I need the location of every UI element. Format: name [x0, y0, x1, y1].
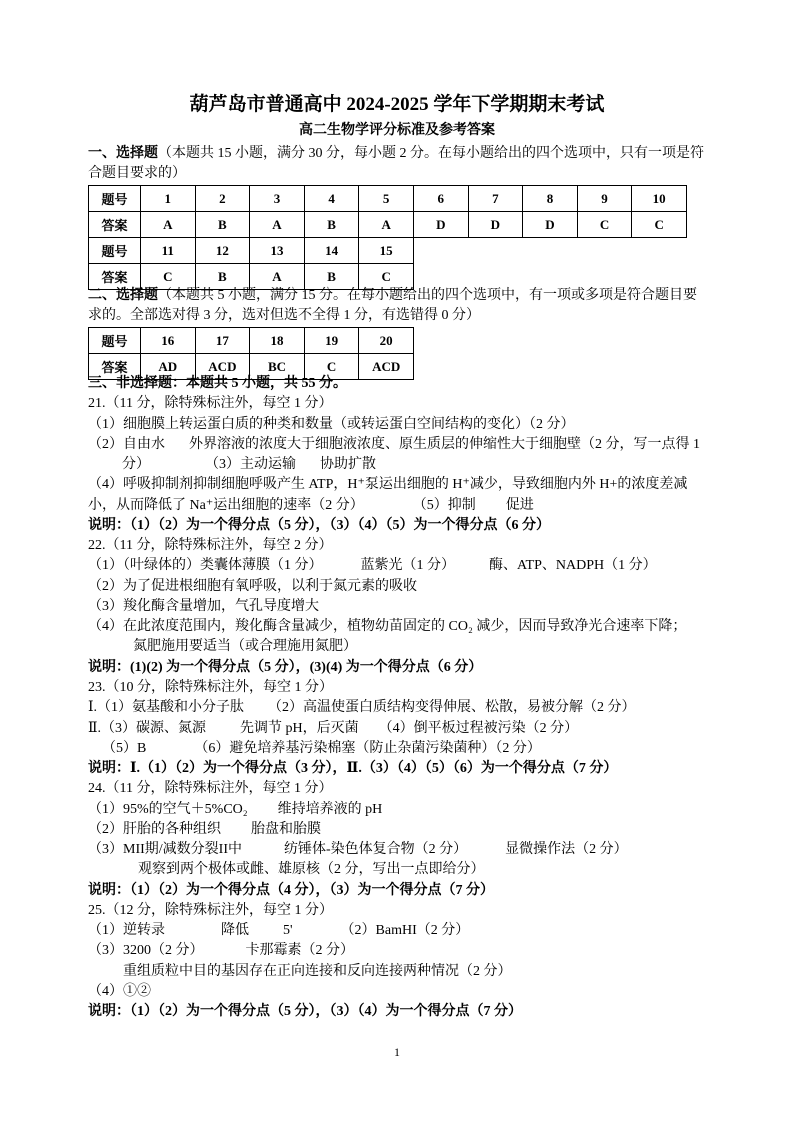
answer-cell: D: [523, 212, 578, 238]
answer-text: Ⅰ.（1）氨基酸和小分子肽: [88, 700, 245, 716]
answer-cell: C: [304, 354, 359, 380]
question-24-answer-2: [88, 820, 704, 840]
question-number-cell: 19: [304, 328, 359, 354]
section-1-intro: [88, 144, 704, 184]
answer-cell: ACD: [195, 354, 250, 380]
question-number-label: 题号: [89, 238, 141, 264]
question-25-header: 25.（12 分，除特殊标注外，每空 1 分）: [88, 902, 333, 918]
question-24-header: 24.（11 分，除特殊标注外，每空 1 分）: [88, 781, 333, 797]
answer-cell: A: [250, 212, 305, 238]
section-3: [88, 374, 704, 1023]
answer-cell: A: [250, 264, 305, 290]
answer-text: （2）肝胎的各种组织: [88, 821, 221, 837]
question-number-row: [89, 186, 687, 212]
question-22-scoring-note: 说明：(1)(2) 为一个得分点（5 分），(3)(4) 为一个得分点（6 分）: [88, 659, 483, 675]
answer-text: （3）主动运输: [212, 457, 296, 473]
answer-text: （1）逆转录: [88, 923, 165, 939]
answer-text: （3）MII期/减数分裂II中: [88, 842, 242, 858]
question-25-answer-4: （4）①②: [88, 983, 151, 999]
question-number-row: [89, 238, 687, 264]
question-25-answer-1-2: [88, 921, 704, 941]
single-choice-answer-table: [88, 185, 687, 290]
question-number-cell: 1: [141, 186, 196, 212]
question-25-answer-3: [88, 941, 704, 961]
answer-cell: AD: [141, 354, 196, 380]
section-2-description: （本题共 5 小题，满分 15 分。在每小题给出的四个选项中，有一项或多项是符合题目要求的。全部选对得 3 分，选对但选不全得 1 分，有选错得 0 分）: [88, 288, 697, 323]
question-number-label: 题号: [89, 186, 141, 212]
question-number-cell: 9: [577, 186, 632, 212]
answer-text: （1）95%的空气＋5%CO₂: [88, 801, 248, 817]
question-number-cell: 5: [359, 186, 414, 212]
question-22-answer-4-second-blank: 氮肥施用要适当（或合理施用氮肥）: [133, 639, 357, 655]
question-23-part-1: [88, 698, 704, 718]
question-number-label: 题号: [89, 328, 141, 354]
answer-cell: C: [141, 264, 196, 290]
section-1-description: （本题共 15 小题，满分 30 分，每小题 2 分。在每小题给出的四个选项中，只有一项是符合题目要求的）: [88, 146, 704, 181]
answer-text: 5': [283, 923, 293, 939]
answer-cell: C: [632, 212, 687, 238]
section-1-heading: 一、选择题: [88, 146, 158, 161]
answer-cell: A: [141, 212, 196, 238]
answer-cell: B: [195, 264, 250, 290]
answer-text: 维持培养液的 pH: [277, 801, 383, 817]
answer-text: 协助扩散: [320, 457, 376, 473]
answer-text: （5）B: [102, 740, 147, 756]
question-number-cell: 11: [141, 238, 196, 264]
answer-text: 降低: [221, 923, 249, 939]
answer-label: 答案: [89, 354, 141, 380]
question-23-part-2-continued: [88, 739, 704, 759]
question-21-answer-4-5: [88, 475, 704, 516]
answer-text: 卡那霉素（2 分）: [245, 943, 354, 959]
answer-label: 答案: [89, 212, 141, 238]
question-number-cell: 13: [250, 238, 305, 264]
question-24-answer-3: [88, 840, 704, 860]
question-25-scoring-note: 说明：（1）（2）为一个得分点（5 分），（3）（4）为一个得分点（7 分）: [88, 1004, 522, 1020]
question-number-cell: 16: [141, 328, 196, 354]
answer-text: 先调节 pH，后灭菌: [240, 720, 359, 736]
answer-cell: D: [468, 212, 523, 238]
answer-text: （2）BamHI（2 分）: [340, 923, 470, 939]
answer-text: Ⅱ.（3）碳源、氮源: [88, 720, 207, 736]
answer-text: （2）自由水: [88, 436, 165, 452]
answer-cell: C: [577, 212, 632, 238]
question-21-answer-2-3: [88, 435, 704, 476]
question-21-answer-1: （1）细胞膜上转运蛋白质的种类和数量（或转运蛋白空间结构的变化）（2 分）: [88, 416, 575, 432]
answer-text: （2）高温使蛋白质结构变得伸展、松散，易被分解（2 分）: [268, 700, 636, 716]
document-subtitle: 高二生物学评分标准及参考答案: [299, 123, 495, 138]
section-2-heading: 二、选择题: [88, 288, 158, 303]
question-number-cell: 12: [195, 238, 250, 264]
section-3-heading: 三、非选择题：本题共 5 小题，共 55 分。: [88, 376, 347, 391]
answer-text: （4）呼吸抑制剂抑制细胞呼吸产生 ATP，H⁺泵运出细胞的 H⁺减少，导致细胞内外 H+的浓度差减小，从而降低了 Na⁺运出细胞的速率（2 分）: [88, 477, 688, 513]
question-number-cell: 4: [304, 186, 359, 212]
question-22-answer-1: [88, 556, 704, 576]
page-number: 1: [394, 1045, 400, 1059]
question-21-scoring-note: 说明：（1）（2）为一个得分点（5 分），（3）（4）（5）为一个得分点（6 分）: [88, 517, 550, 533]
question-number-cell: 3: [250, 186, 305, 212]
answer-cell: C: [359, 264, 414, 290]
question-number-cell: 6: [413, 186, 468, 212]
question-24-answer-3-continued: 观察到两个极体或雌、雄原核（2 分，写出一点即给分）: [138, 862, 485, 878]
question-21-header: 21.（11 分，除特殊标注外，每空 1 分）: [88, 396, 333, 412]
question-22-answer-2: （2）为了促进根细胞有氧呼吸，以利于氮元素的吸收: [88, 578, 417, 594]
question-number-cell: 17: [195, 328, 250, 354]
question-number-cell: 14: [304, 238, 359, 264]
question-23-scoring-note: 说明：Ⅰ.（1）（2）为一个得分点（3 分），Ⅱ.（3）（4）（5）（6）为一个得分点（7 分）: [88, 761, 618, 777]
answer-text: （4）倒平板过程被污染（2 分）: [378, 720, 579, 736]
question-number-cell: 10: [632, 186, 687, 212]
answer-text: （5）抑制: [419, 497, 476, 513]
question-22-header: 22.（11 分，除特殊标注外，每空 2 分）: [88, 538, 333, 554]
answer-text: 酶、ATP、NADPH（1 分）: [489, 558, 657, 574]
answer-cell: B: [304, 264, 359, 290]
section-2-intro: [88, 286, 704, 326]
question-number-cell: 15: [359, 238, 414, 264]
answer-text: 胎盘和胎膜: [251, 821, 321, 837]
question-23-part-2: [88, 719, 704, 739]
question-23-header: 23.（10 分，除特殊标注外，每空 1 分）: [88, 679, 333, 695]
question-24-answer-1: [88, 800, 704, 820]
question-number-cell: 20: [359, 328, 414, 354]
answer-row: [89, 212, 687, 238]
answer-text: （6）避免培养基污染棉塞（防止杂菌污染菌种）（2 分）: [194, 740, 541, 756]
document-title: 葫芦岛市普通高中 2024-2025 学年下学期期末考试: [189, 94, 605, 115]
answer-text: （3）3200（2 分）: [88, 943, 204, 959]
answer-label: 答案: [89, 264, 141, 290]
answer-text: 促进: [505, 497, 534, 513]
question-22-answer-3: （3）羧化酶含量增加，气孔导度增大: [88, 598, 319, 614]
answer-text: 显微操作法（2 分）: [505, 842, 628, 858]
answer-text: 蓝紫光（1 分）: [360, 558, 455, 574]
answer-text: （1）（叶绿体的）类囊体薄膜（1 分）: [88, 558, 323, 574]
answer-cell: BC: [250, 354, 305, 380]
answer-text: 纺锤体-染色体复合物（2 分）: [284, 842, 468, 858]
question-24-scoring-note: 说明：（1）（2）为一个得分点（4 分），（3）为一个得分点（7 分）: [88, 882, 494, 898]
answer-cell: B: [304, 212, 359, 238]
answer-cell: B: [195, 212, 250, 238]
question-number-cell: 7: [468, 186, 523, 212]
answer-cell: D: [413, 212, 468, 238]
question-number-cell: 18: [250, 328, 305, 354]
multiple-choice-answer-table: [88, 327, 414, 380]
question-22-answer-4: （4）在此浓度范围内，羧化酶含量减少，植物幼苗固定的 CO₂ 减少，因而导致净光合速率下降；: [88, 619, 687, 635]
question-number-row: [89, 328, 414, 354]
answer-text: 外界溶液的浓度大于细胞液浓度、原生质层的伸缩性大于细胞壁（2 分，写一点得 1 分）: [122, 436, 700, 473]
question-number-cell: 2: [195, 186, 250, 212]
answer-cell: A: [359, 212, 414, 238]
answer-cell: ACD: [359, 354, 414, 380]
question-25-answer-3-continued: 重组质粒中目的基因存在正向连接和反向连接两种情况（2 分）: [123, 963, 512, 979]
question-number-cell: 8: [523, 186, 578, 212]
